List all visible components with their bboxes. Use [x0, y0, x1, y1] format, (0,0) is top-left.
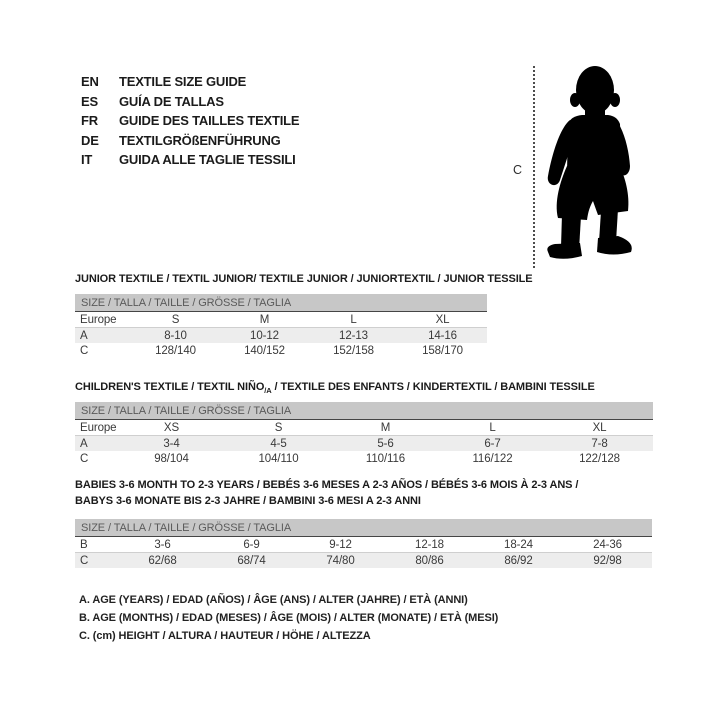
table-row-europe	[75, 312, 487, 328]
size-cell: 9-12	[296, 537, 385, 553]
language-code: FR	[81, 113, 98, 128]
language-code: ES	[81, 93, 98, 109]
size-cell: 86/92	[474, 553, 563, 569]
babies-table-title	[75, 477, 675, 509]
size-header: SIZE / TALLA / TAILLE / GRÖSSE / TAGLIA	[75, 402, 653, 420]
language-row-it	[81, 150, 299, 170]
babies-title-line2: BABYS 3-6 MONATE BIS 2-3 JAHRE / BAMBINI 3-6 MESI A 2-3 ANNI	[75, 495, 421, 507]
size-header-row	[75, 402, 653, 420]
size-header-row	[75, 519, 652, 537]
children-size-table	[75, 402, 653, 466]
language-list	[81, 72, 299, 170]
measurement-legend	[79, 591, 498, 645]
title-text: CHILDREN'S TEXTILE / TEXTIL NIÑO	[75, 381, 265, 393]
size-cell: 74/80	[296, 553, 385, 569]
legend-line-a: A. AGE (YEARS) / EDAD (AÑOS) / ÂGE (ANS) / ALTER (JAHRE) / ETÀ (ANNI)	[79, 594, 468, 606]
size-cell: 18-24	[474, 537, 563, 553]
size-cell: 98/104	[154, 452, 189, 465]
row-label: Europe	[75, 312, 131, 328]
table-row-age	[75, 436, 653, 452]
language-row-de	[81, 131, 299, 151]
row-label: A	[75, 436, 118, 452]
size-cell: 158/170	[422, 344, 463, 357]
size-header: SIZE / TALLA / TAILLE / GRÖSSE / TAGLIA	[75, 519, 652, 537]
size-cell: S	[225, 420, 332, 436]
size-cell: 104/110	[258, 452, 299, 465]
size-cell: 3-6	[118, 537, 207, 553]
size-cell: 110/116	[365, 452, 406, 465]
row-label: C	[80, 452, 89, 465]
language-label: GUÍA DE TALLAS	[119, 93, 224, 109]
junior-size-table	[75, 294, 487, 358]
height-dotted-line	[533, 66, 535, 268]
size-cell: XS	[118, 420, 225, 436]
children-table-title	[75, 379, 675, 399]
size-cell: 68/74	[207, 553, 296, 569]
row-label: C	[80, 344, 89, 357]
size-header-row	[75, 294, 487, 312]
size-cell: 140/152	[244, 344, 285, 357]
size-cell: 92/98	[563, 553, 652, 569]
row-label: Europe	[75, 420, 118, 436]
size-cell: 7-8	[546, 436, 653, 452]
language-code: EN	[81, 74, 99, 89]
size-header: SIZE / TALLA / TAILLE / GRÖSSE / TAGLIA	[75, 294, 487, 312]
title-text: / TEXTILE DES ENFANTS / KINDERTEXTIL / BAMBINI TESSILE	[271, 381, 595, 393]
table-row-height	[75, 451, 653, 466]
size-cell: S	[131, 312, 220, 328]
babies-title-line1: BABIES 3-6 MONTH TO 2-3 YEARS / BEBÉS 3-6 MESES A 2-3 AÑOS / BÉBÉS 3-6 MOIS À 2-3 ANS /	[75, 479, 579, 491]
size-cell: 10-12	[220, 328, 309, 344]
size-cell: 4-5	[225, 436, 332, 452]
size-cell: 24-36	[563, 537, 652, 553]
legend-line-c: C. (cm) HEIGHT / ALTURA / HAUTEUR / HÖHE / ALTEZZA	[79, 630, 371, 642]
size-cell: 128/140	[155, 344, 196, 357]
legend-line-b: B. AGE (MONTHS) / EDAD (MESES) / ÂGE (MOIS) / ALTER (MONATE) / ETÀ (MESI)	[79, 612, 499, 624]
size-cell: 6-7	[439, 436, 546, 452]
language-code: DE	[81, 132, 99, 148]
size-cell: 8-10	[131, 328, 220, 344]
table-row-months	[75, 537, 652, 553]
language-row-es	[81, 92, 299, 112]
language-label: GUIDE DES TAILLES TEXTILE	[119, 113, 300, 128]
size-cell: 62/68	[118, 553, 207, 569]
height-measure-label: C	[513, 163, 523, 177]
table-row-height	[75, 343, 487, 358]
size-cell: 14-16	[398, 328, 487, 344]
size-cell: L	[309, 312, 398, 328]
size-cell: XL	[398, 312, 487, 328]
size-cell: 6-9	[207, 537, 296, 553]
table-row-europe	[75, 420, 653, 436]
title-subscript: /A	[264, 386, 272, 396]
language-label: TEXTILGRÖßENFÜHRUNG	[119, 132, 281, 148]
row-label: B	[75, 537, 118, 553]
toddler-silhouette-icon	[540, 60, 652, 266]
size-cell: 12-13	[309, 328, 398, 344]
size-cell: 122/128	[579, 452, 620, 465]
size-cell: M	[332, 420, 439, 436]
language-label: GUIDA ALLE TAGLIE TESSILI	[119, 152, 296, 167]
size-cell: L	[439, 420, 546, 436]
size-cell: 12-18	[385, 537, 474, 553]
table-row-age	[75, 328, 487, 344]
babies-size-table	[75, 519, 652, 568]
size-cell: 116/122	[472, 452, 513, 465]
size-cell: XL	[546, 420, 653, 436]
size-cell: M	[220, 312, 309, 328]
junior-table-title: JUNIOR TEXTILE / TEXTIL JUNIOR/ TEXTILE JUNIOR / JUNIORTEXTIL / JUNIOR TESSILE	[75, 273, 533, 285]
row-label: A	[75, 328, 131, 344]
language-row-fr	[81, 111, 299, 131]
table-row-height	[75, 553, 652, 569]
size-cell: 152/158	[333, 344, 374, 357]
size-cell: 80/86	[385, 553, 474, 569]
row-label: C	[75, 553, 118, 569]
size-cell: 3-4	[118, 436, 225, 452]
language-row-en	[81, 72, 299, 92]
language-label: TEXTILE SIZE GUIDE	[119, 74, 247, 89]
size-cell: 5-6	[332, 436, 439, 452]
language-code: IT	[81, 152, 93, 167]
